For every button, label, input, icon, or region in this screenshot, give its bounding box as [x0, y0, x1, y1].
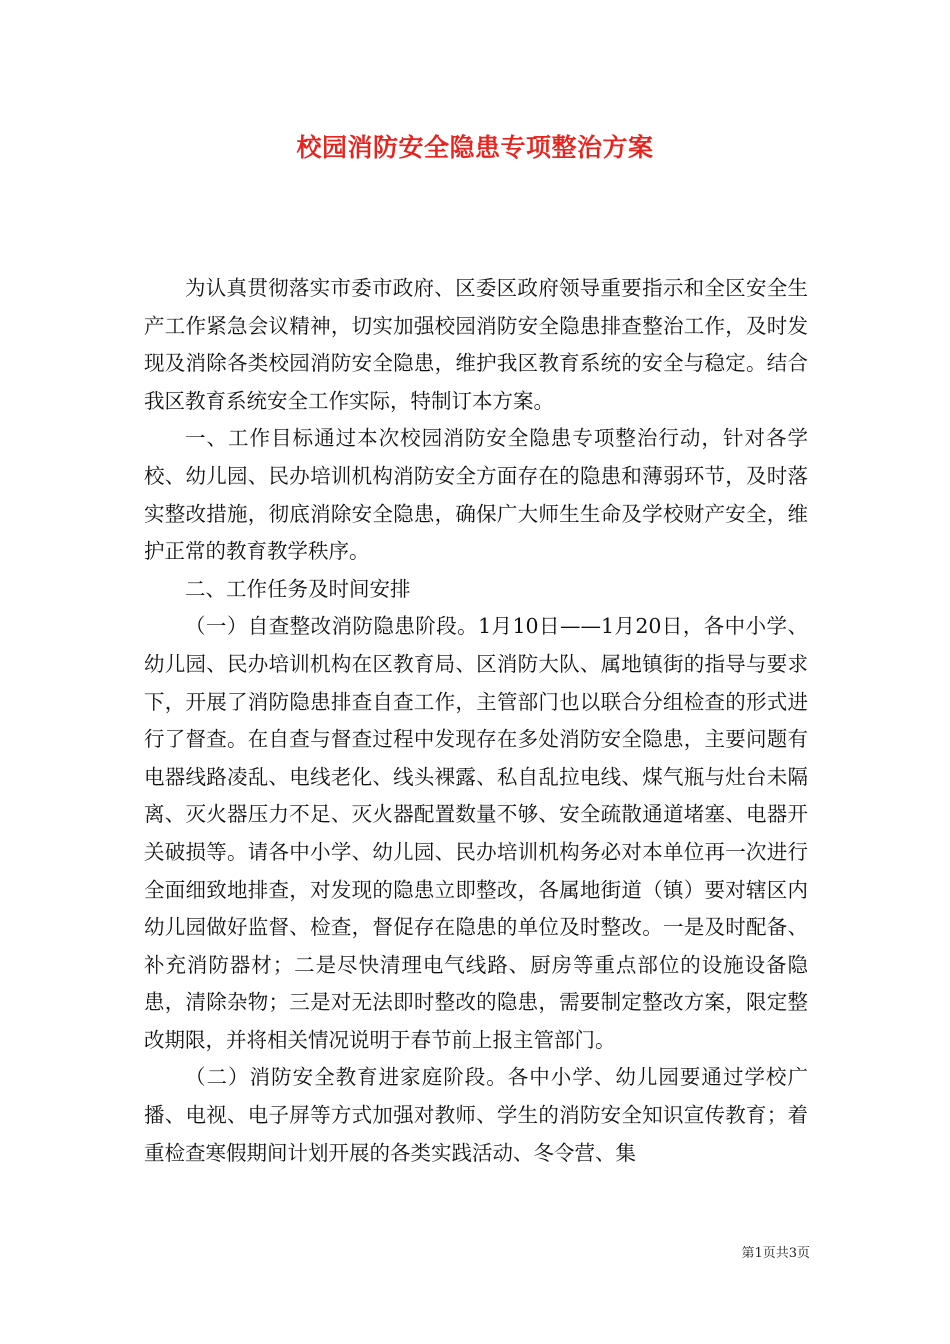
document-body	[144, 270, 808, 1172]
paragraph-intro: 为认真贯彻落实市委市政府、区委区政府领导重要指示和全区安全生产工作紧急会议精神，切实加强校园消防安全隐患排查整治工作，及时发现及消除各类校园消防安全隐患，维护我区教育系统的安全与稳定。结合我区教育系统安全工作实际，特制订本方案。	[144, 276, 808, 413]
paragraph-education: （二）消防安全教育进家庭阶段。各中小学、幼儿园要通过学校广播、电视、电子屏等方式加强对教师、学生的消防安全知识宣传教育；着重检查寒假期间计划开展的各类实践活动、冬令营、集	[144, 1065, 808, 1165]
paragraph-self-check: （一）自查整改消防隐患阶段。1月10日——1月20日，各中小学、幼儿园、民办培训机构在区教育局、区消防大队、属地镇街的指导与要求下，开展了消防隐患排查自查工作，主管部门也以联合分组检查的形式进行了督查。在自查与督查过程中发现存在多处消防安全隐患，主要问题有电器线路凌乱、电线老化、线头裸露、私自乱拉电线、煤气瓶与灶台未隔离、灭火器压力不足、灭火器配置数量不够、安全疏散通道堵塞、电器开关破损等。请各中小学、幼儿园、民办培训机构务必对本单位再一次进行全面细致地排查，对发现的隐患立即整改，各属地街道（镇）要对辖区内幼儿园做好监督、检查，督促存在隐患的单位及时整改。一是及时配备、补充消防器材；二是尽快清理电气线路、厨房等重点部位的设施设备隐患，清除杂物；三是对无法即时整改的隐患，需要制定整改方案，限定整改期限，并将相关情况说明于春节前上报主管部门。	[144, 614, 808, 1052]
document-title: 校园消防安全隐患专项整治方案	[296, 133, 654, 162]
paragraph-section-heading: 二、工作任务及时间安排	[185, 576, 411, 601]
page-number	[690, 1245, 810, 1263]
paragraph-goal: 一、工作目标通过本次校园消防安全隐患专项整治行动，针对各学校、幼儿园、民办培训机构消防安全方面存在的隐患和薄弱环节，及时落实整改措施，彻底消除安全隐患，确保广大师生生命及学校财产安全，维护正常的教育教学秩序。	[144, 426, 808, 564]
page-number-label: 第1页共3页	[741, 1246, 810, 1261]
